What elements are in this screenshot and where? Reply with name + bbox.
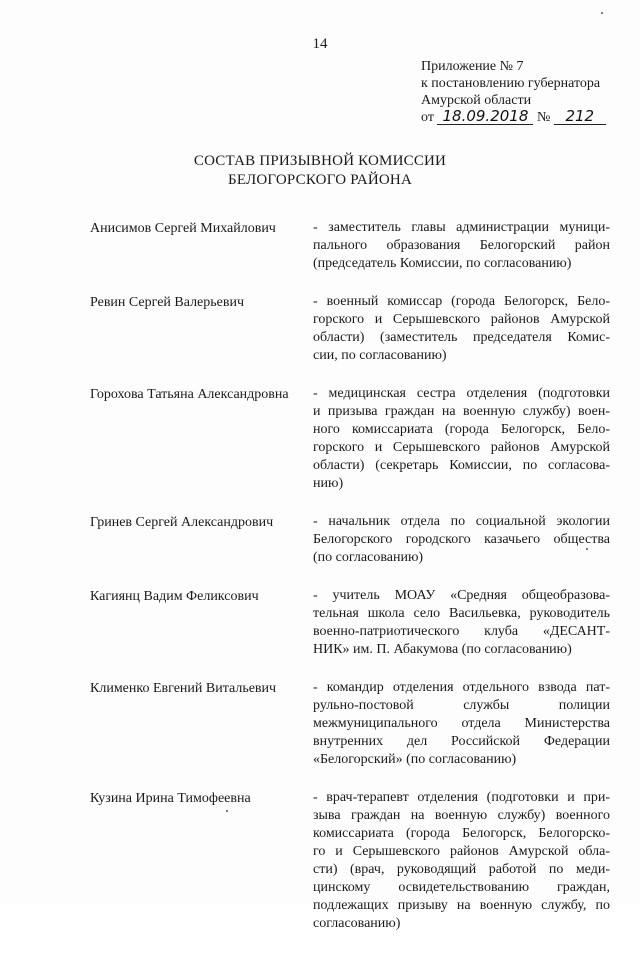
- member-role-line: сти) (врач, руководящий работой по меди-: [313, 862, 610, 877]
- member-role-line: «Белогорский» (по согласованию): [313, 752, 517, 767]
- page-number: 14: [312, 36, 328, 52]
- appendix-title: Приложение № 7: [421, 59, 524, 74]
- member-role: [313, 789, 610, 933]
- member-role-line: межмуниципального отдела Министерства: [313, 716, 610, 731]
- member-role: [313, 385, 610, 493]
- member-role-line: (по согласованию): [313, 550, 424, 565]
- member-row: [90, 513, 610, 567]
- member-role-line: - медицинская сестра отделения (подготовки: [313, 386, 610, 401]
- member-role-line: горского и Серышевского районов Амурской: [313, 440, 610, 455]
- appendix-decree: к постановлению губернатора: [421, 76, 601, 91]
- member-role-line: рульно-постовой службы полиции: [313, 698, 610, 713]
- member-role-line: и призыва граждан на военную службу) воен-: [313, 404, 610, 419]
- appendix-date-prefix: от: [421, 110, 434, 125]
- member-role-line: пального образования Белогорский район: [313, 238, 610, 253]
- scan-artifact: [601, 12, 603, 14]
- member-role-line: согласованию): [313, 916, 401, 931]
- member-role-line: - врач-терапевт отделения (подготовки и при-: [313, 790, 610, 805]
- member-role-line: внутренних дел Российской Федерации: [313, 734, 610, 749]
- member-role-line: сии, по согласованию): [313, 348, 447, 363]
- appendix-number: 212: [554, 109, 606, 125]
- appendix-number-prefix: №: [536, 110, 551, 125]
- member-role-line: - военный комиссар (города Белогорск, Бело-: [313, 294, 610, 309]
- member-role-line: тельная школа село Васильевка, руководитель: [313, 606, 610, 621]
- member-role-line: - начальник отдела по социальной экологии: [313, 514, 610, 529]
- scan-artifact: [226, 810, 228, 812]
- member-role-line: го и Серышевского районов Амурской обла-: [313, 844, 610, 859]
- commission-members-list: [90, 219, 610, 953]
- member-role-line: НИК» им. П. Абакумова (по согласованию): [313, 642, 572, 657]
- appendix-region: Амурской области: [421, 93, 532, 108]
- member-role: [313, 679, 610, 769]
- member-name: Ревин Сергей Валерьевич: [90, 295, 245, 310]
- member-role-line: военно-патриотического клуба «ДЕСАНТ-: [313, 624, 610, 639]
- member-role-line: области) (секретарь Комиссии, по согласова-: [313, 458, 610, 473]
- member-role-line: подлежащих призыву на военную службу, по: [313, 898, 610, 913]
- member-row: [90, 219, 610, 273]
- member-role-line: - командир отделения отдельного взвода пат-: [313, 680, 610, 695]
- member-role-line: области) (заместитель председателя Комис-: [313, 330, 610, 345]
- member-role-line: ного комиссариата (города Белогорск, Бело-: [313, 422, 610, 437]
- member-role: [313, 587, 610, 659]
- title-line-1: СОСТАВ ПРИЗЫВНОЙ КОМИССИИ: [193, 153, 447, 169]
- member-row: [90, 587, 610, 659]
- member-name: Гринев Сергей Александрович: [90, 515, 274, 530]
- scan-artifact: [586, 548, 588, 550]
- document-title: [0, 152, 640, 190]
- member-role: [313, 219, 610, 273]
- member-name: Кузина Ирина Тимофеевна: [90, 791, 251, 806]
- member-row: [90, 293, 610, 365]
- appendix-header: [421, 58, 606, 126]
- member-role-line: - заместитель главы администрации муници-: [313, 220, 610, 235]
- member-row: [90, 679, 610, 769]
- member-name: Клименко Евгений Витальевич: [90, 681, 277, 696]
- member-name: Кагиянц Вадим Феликсович: [90, 589, 259, 604]
- member-row: [90, 385, 610, 493]
- member-role: [313, 513, 610, 567]
- title-line-2: БЕЛОГОРСКОГО РАЙОНА: [228, 172, 412, 188]
- member-row: [90, 789, 610, 933]
- member-role-line: - учитель МОАУ «Средняя общеобразова-: [313, 588, 610, 603]
- member-role-line: горского и Серышевского районов Амурской: [313, 312, 610, 327]
- member-role-line: зыва граждан на военную службу) военного: [313, 808, 610, 823]
- appendix-date: 18.09.2018: [437, 109, 533, 125]
- member-role-line: комиссариата (города Белогорск, Белогорско-: [313, 826, 610, 841]
- appendix-date-line: [421, 109, 606, 126]
- member-name: Горохова Татьяна Александровна: [90, 387, 289, 402]
- member-role-line: цинскому освидетельствованию граждан,: [313, 880, 610, 895]
- member-role-line: нию): [313, 476, 344, 491]
- member-name: Анисимов Сергей Михайлович: [90, 221, 276, 236]
- member-role: [313, 293, 610, 365]
- member-role-line: Белогорского городского казачьего общества: [313, 532, 610, 547]
- member-role-line: (председатель Комиссии, по согласованию): [313, 256, 572, 271]
